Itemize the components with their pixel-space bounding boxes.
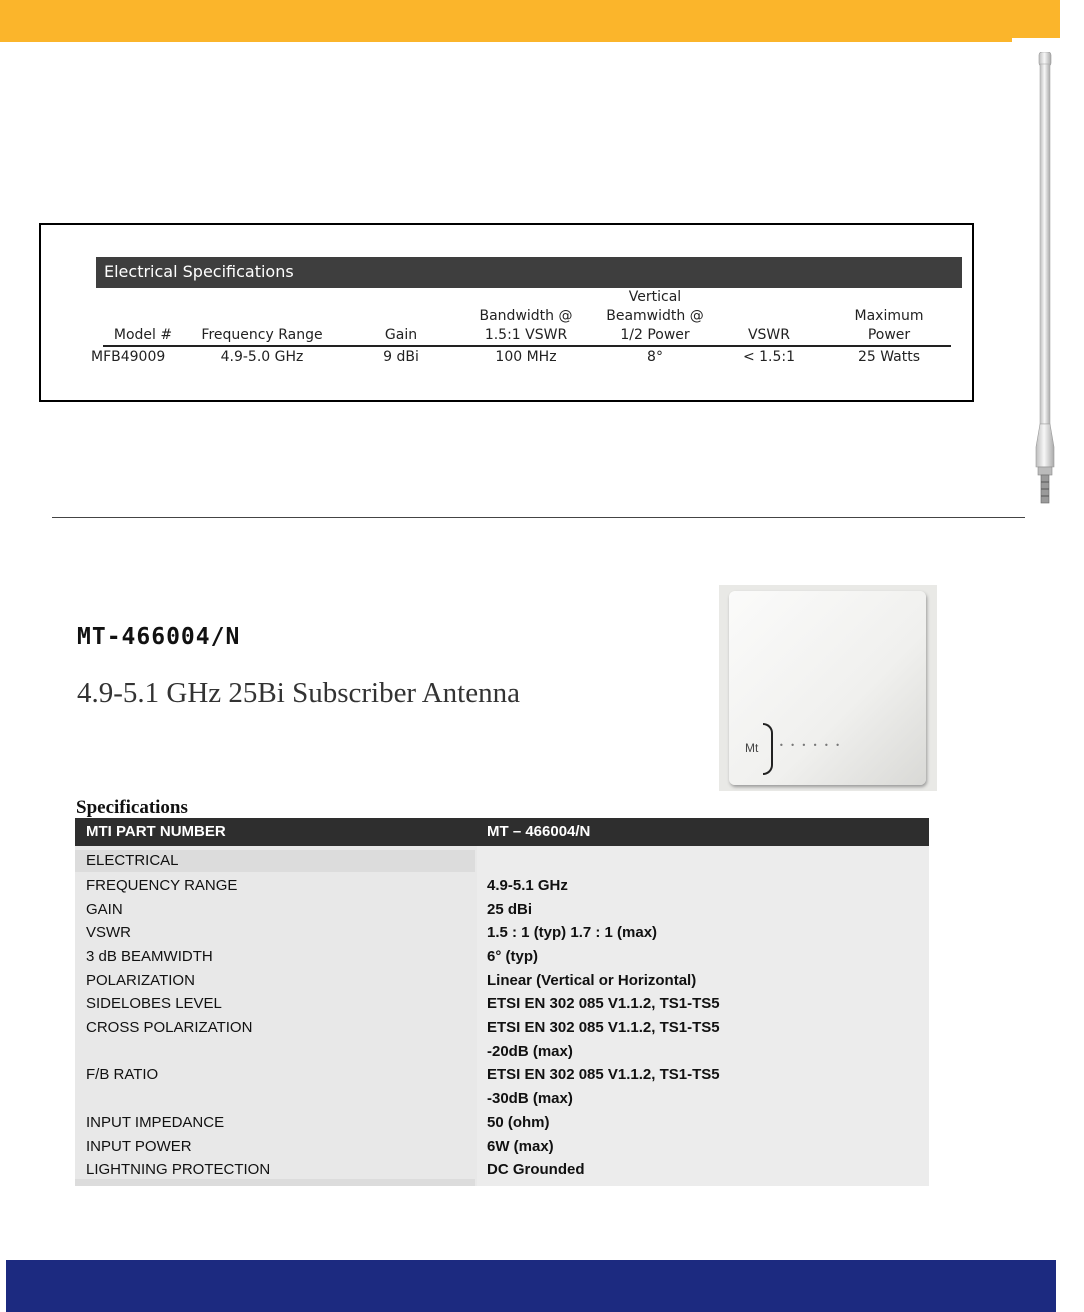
spec-label: INPUT POWER bbox=[86, 1138, 192, 1155]
spec-value: 25 dBi bbox=[487, 901, 533, 918]
col-head-beamwidth: Vertical Beamwidth @ 1/2 Power bbox=[606, 289, 704, 343]
product-title: 4.9-5.1 GHz 25Bi Subscriber Antenna bbox=[77, 677, 520, 709]
rod-antenna-icon bbox=[1030, 52, 1060, 504]
spec-value: 1.5 : 1 (typ) 1.7 : 1 (max) bbox=[487, 924, 658, 941]
col-head-max-power: Maximum Power bbox=[854, 308, 924, 343]
spec-value: -30dB (max) bbox=[487, 1090, 573, 1107]
spec-label: POLARIZATION bbox=[86, 972, 195, 989]
cell-max-power: 25 Watts bbox=[857, 349, 921, 365]
specs-header-left: MTI PART NUMBER bbox=[86, 823, 226, 840]
spec-value: -20dB (max) bbox=[487, 1043, 573, 1060]
spec-value: ETSI EN 302 085 V1.1.2, TS1-TS5 bbox=[487, 1019, 720, 1036]
spec-label: FREQUENCY RANGE bbox=[86, 877, 238, 894]
col-head-bandwidth: Bandwidth @ 1.5:1 VSWR bbox=[479, 308, 573, 343]
specs-header-row bbox=[75, 818, 929, 846]
electrical-specs-header bbox=[96, 257, 962, 288]
spec-label: CROSS POLARIZATION bbox=[86, 1019, 253, 1036]
section-divider bbox=[52, 517, 1025, 518]
specs-header-right: MT – 466004/N bbox=[487, 823, 591, 840]
panel-antenna-body bbox=[729, 591, 926, 785]
spec-value: ETSI EN 302 085 V1.1.2, TS1-TS5 bbox=[487, 995, 720, 1012]
spec-value: Linear (Vertical or Horizontal) bbox=[487, 972, 697, 989]
spec-label: F/B RATIO bbox=[86, 1066, 159, 1083]
spec-value: 6W (max) bbox=[487, 1138, 554, 1155]
spec-label: LIGHTNING PROTECTION bbox=[86, 1161, 271, 1178]
bottom-banner-bar bbox=[6, 1260, 1056, 1312]
spec-label: VSWR bbox=[86, 924, 131, 941]
specs-right-column bbox=[477, 846, 929, 1186]
spec-label: 3 dB BEAMWIDTH bbox=[86, 948, 213, 965]
col-head-vswr: VSWR bbox=[747, 327, 791, 343]
cell-model: MFB49009 bbox=[91, 349, 166, 365]
specs-section-label: ELECTRICAL bbox=[86, 852, 179, 869]
spec-value: 50 (ohm) bbox=[487, 1114, 550, 1131]
spec-value: DC Grounded bbox=[487, 1161, 585, 1178]
model-number-title: MT-466004/N bbox=[77, 624, 241, 650]
header-underline bbox=[103, 345, 951, 347]
top-banner-notch bbox=[1012, 38, 1060, 44]
panel-logo-dots-icon: • • • • • • bbox=[779, 741, 843, 750]
cell-bandwidth: 100 MHz bbox=[495, 349, 557, 365]
cell-beamwidth: 8° bbox=[647, 349, 663, 365]
specs-bottom-stripe bbox=[75, 1179, 475, 1186]
spec-value: 4.9-5.1 GHz bbox=[487, 877, 568, 894]
specifications-table bbox=[75, 818, 929, 1186]
panel-logo-text: Mt bbox=[745, 741, 759, 755]
cell-gain: 9 dBi bbox=[383, 349, 419, 365]
col-head-model: Model # bbox=[113, 327, 173, 343]
spec-label: GAIN bbox=[86, 901, 123, 918]
spec-value: ETSI EN 302 085 V1.1.2, TS1-TS5 bbox=[487, 1066, 720, 1083]
spec-label: INPUT IMPEDANCE bbox=[86, 1114, 225, 1131]
specs-section-row bbox=[75, 850, 475, 872]
spec-label: SIDELOBES LEVEL bbox=[86, 995, 222, 1012]
col-head-frequency: Frequency Range bbox=[201, 327, 323, 343]
col-head-gain: Gain bbox=[384, 327, 418, 343]
top-banner-bar bbox=[0, 0, 1060, 42]
cell-vswr: < 1.5:1 bbox=[742, 349, 796, 365]
electrical-specs-title: Electrical Specifications bbox=[104, 262, 294, 281]
cell-frequency: 4.9-5.0 GHz bbox=[220, 349, 304, 365]
panel-antenna-image bbox=[719, 585, 937, 791]
specifications-label: Specifications bbox=[76, 797, 188, 818]
panel-logo-bracket-icon bbox=[763, 723, 773, 775]
electrical-specs-box bbox=[39, 223, 974, 402]
spec-value: 6° (typ) bbox=[487, 948, 538, 965]
